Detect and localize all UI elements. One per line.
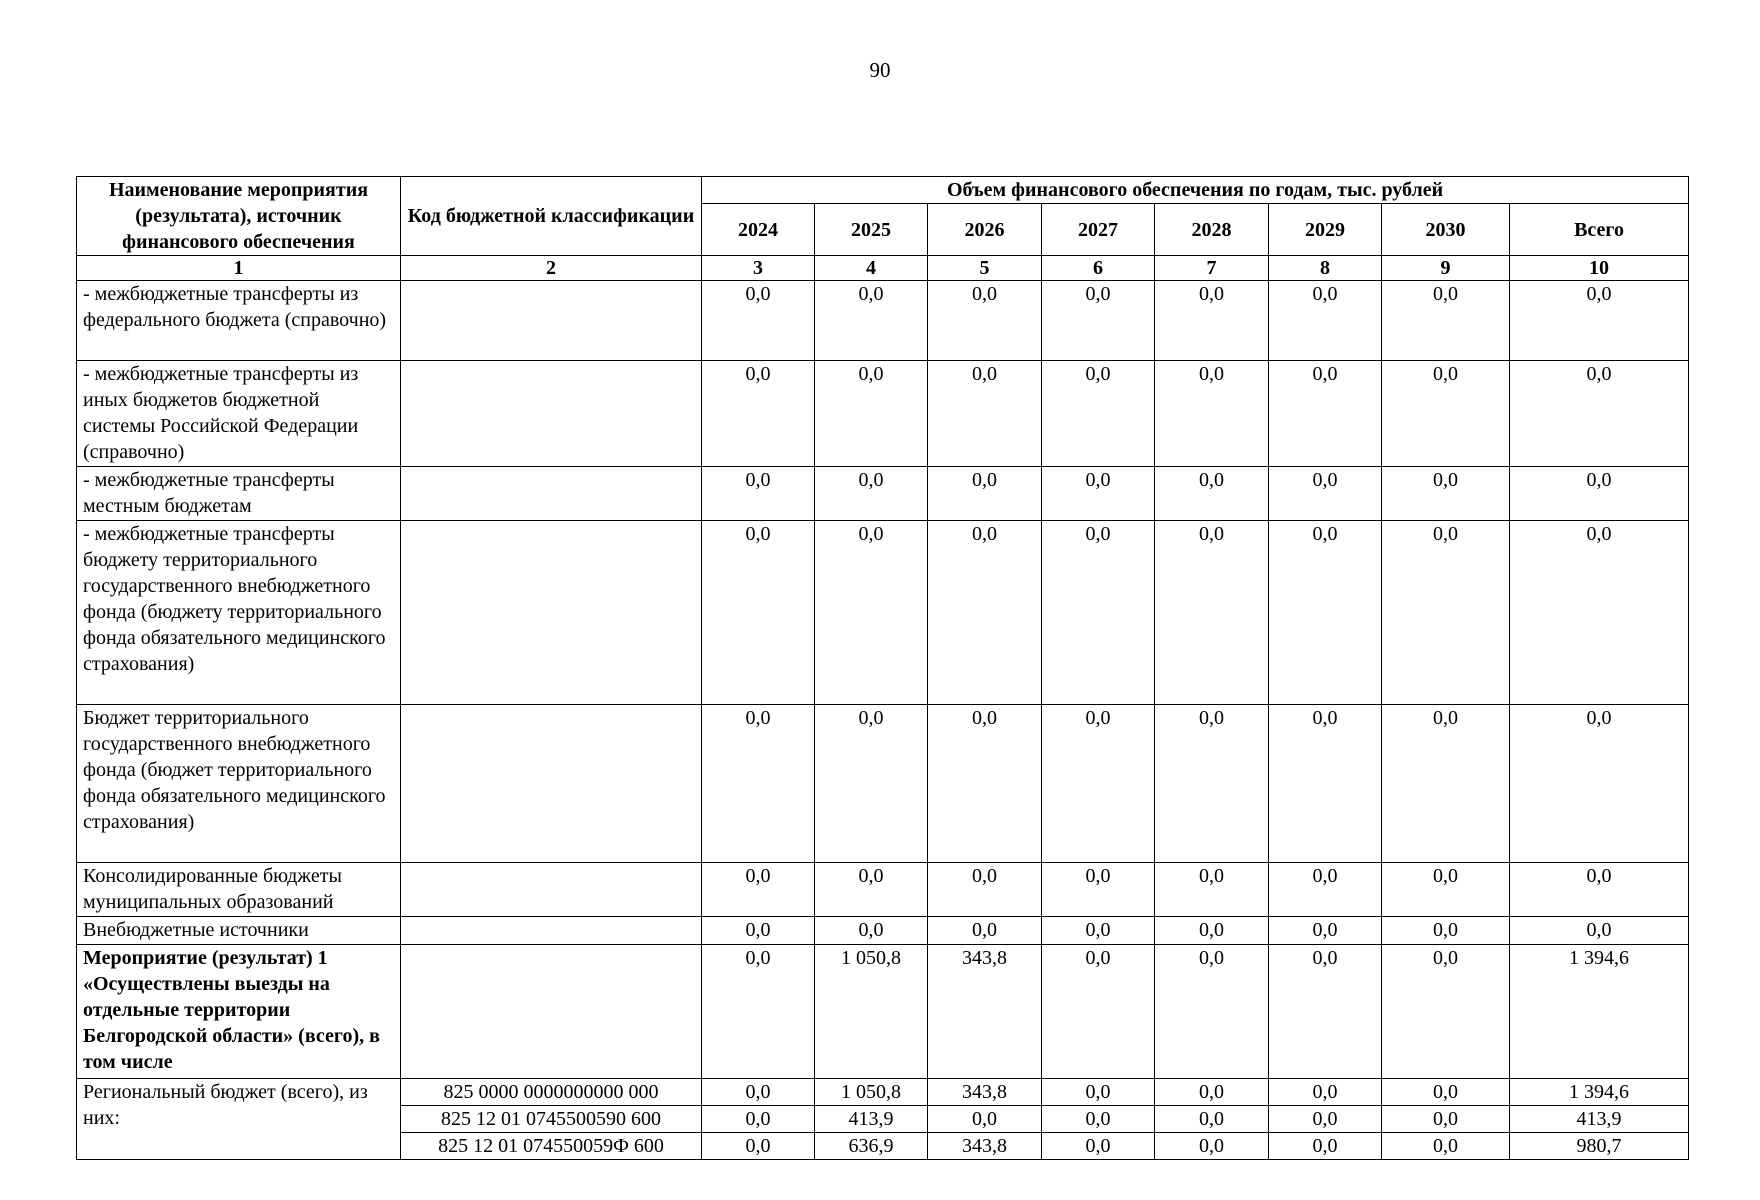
value-cell: 0,0 (1269, 945, 1382, 1079)
value-cell: 0,0 (815, 521, 928, 705)
budget-code: 825 12 01 0745500590 600 (401, 1106, 702, 1133)
column-number: 5 (928, 256, 1042, 281)
row-code (401, 467, 702, 521)
total-cell: 1 394,6 (1510, 1079, 1689, 1106)
value-cell: 0,0 (702, 361, 815, 467)
value-cell: 343,8 (928, 1133, 1042, 1160)
value-cell: 0,0 (702, 521, 815, 705)
column-number: 7 (1155, 256, 1269, 281)
value-cell: 0,0 (1155, 1079, 1269, 1106)
table-row (77, 281, 1689, 361)
value-cell: 0,0 (1382, 467, 1510, 521)
value-cell: 0,0 (1269, 1079, 1382, 1106)
value-cell: 0,0 (1042, 705, 1155, 863)
value-cell: 0,0 (1269, 467, 1382, 521)
value-cell: 0,0 (815, 705, 928, 863)
value-cell: 0,0 (1042, 521, 1155, 705)
value-cell: 413,9 (815, 1106, 928, 1133)
value-cell: 0,0 (1155, 945, 1269, 1079)
header-year: 2029 (1269, 204, 1382, 256)
value-cell: 0,0 (1155, 1133, 1269, 1160)
value-cell: 0,0 (1382, 863, 1510, 917)
column-number: 8 (1269, 256, 1382, 281)
value-cell: 0,0 (815, 361, 928, 467)
column-number: 2 (401, 256, 702, 281)
row-name: - межбюджетные трансферты бюджету территориального государственного внебюджетного фонда (бюджету территориального фонда обязательного медицинского страхования) (77, 521, 401, 705)
value-cell: 0,0 (1382, 1079, 1510, 1106)
header-funding-group: Объем финансового обеспечения по годам, тыс. рублей (702, 177, 1689, 204)
table-row (77, 863, 1689, 917)
value-cell: 0,0 (1269, 1106, 1382, 1133)
table-row (77, 945, 1689, 1079)
row-name: Консолидированные бюджеты муниципальных образований (77, 863, 401, 917)
table-row (77, 917, 1689, 945)
budget-code: 825 12 01 074550059Ф 600 (401, 1133, 702, 1160)
header-code-column: Код бюджетной классификации (401, 177, 702, 256)
row-name: - межбюджетные трансферты местным бюджетам (77, 467, 401, 521)
value-cell: 0,0 (1382, 705, 1510, 863)
value-cell: 343,8 (928, 1079, 1042, 1106)
value-cell: 0,0 (1042, 917, 1155, 945)
regional-budget-name: Региональный бюджет (всего), из них: (77, 1079, 401, 1160)
total-cell: 413,9 (1510, 1106, 1689, 1133)
value-cell: 0,0 (928, 521, 1042, 705)
value-cell: 0,0 (1042, 1079, 1155, 1106)
row-code (401, 705, 702, 863)
value-cell: 0,0 (1382, 361, 1510, 467)
table-row (77, 467, 1689, 521)
value-cell: 0,0 (1042, 361, 1155, 467)
row-code (401, 521, 702, 705)
value-cell: 0,0 (1155, 361, 1269, 467)
value-cell: 0,0 (1382, 945, 1510, 1079)
value-cell: 0,0 (702, 863, 815, 917)
header-year: 2028 (1155, 204, 1269, 256)
value-cell: 0,0 (815, 863, 928, 917)
value-cell: 0,0 (1269, 281, 1382, 361)
row-code (401, 281, 702, 361)
header-year: 2027 (1042, 204, 1155, 256)
header-year: 2030 (1382, 204, 1510, 256)
value-cell: 0,0 (1155, 863, 1269, 917)
header-year: 2024 (702, 204, 815, 256)
table-body (77, 281, 1689, 1160)
budget-code: 825 0000 0000000000 000 (401, 1079, 702, 1106)
total-cell: 1 394,6 (1510, 945, 1689, 1079)
table-row (77, 1079, 1689, 1106)
table-row (77, 705, 1689, 863)
row-name: Внебюджетные источники (77, 917, 401, 945)
table-row (77, 521, 1689, 705)
value-cell: 0,0 (1042, 1106, 1155, 1133)
value-cell: 0,0 (815, 467, 928, 521)
value-cell: 0,0 (928, 467, 1042, 521)
value-cell: 0,0 (1269, 1133, 1382, 1160)
value-cell: 0,0 (1382, 521, 1510, 705)
column-number: 6 (1042, 256, 1155, 281)
total-cell: 0,0 (1510, 863, 1689, 917)
value-cell: 0,0 (928, 705, 1042, 863)
value-cell: 0,0 (1269, 917, 1382, 945)
row-name: - межбюджетные трансферты из иных бюджетов бюджетной системы Российской Федерации (справочно) (77, 361, 401, 467)
total-cell: 0,0 (1510, 705, 1689, 863)
value-cell: 0,0 (1042, 863, 1155, 917)
activity-name: Мероприятие (результат) 1 «Осуществлены выезды на отдельные территории Белгородской области» (всего), в том числе (77, 945, 401, 1079)
table-row (77, 361, 1689, 467)
value-cell: 0,0 (1155, 521, 1269, 705)
value-cell: 0,0 (702, 1106, 815, 1133)
column-number: 9 (1382, 256, 1510, 281)
value-cell: 1 050,8 (815, 945, 928, 1079)
value-cell: 0,0 (1155, 1106, 1269, 1133)
value-cell: 0,0 (702, 705, 815, 863)
value-cell: 0,0 (702, 1133, 815, 1160)
value-cell: 0,0 (928, 863, 1042, 917)
value-cell: 0,0 (928, 361, 1042, 467)
value-cell: 0,0 (1155, 467, 1269, 521)
value-cell: 0,0 (1382, 1106, 1510, 1133)
value-cell: 0,0 (1155, 917, 1269, 945)
total-cell: 0,0 (1510, 521, 1689, 705)
value-cell: 0,0 (1382, 281, 1510, 361)
value-cell: 0,0 (1269, 705, 1382, 863)
value-cell: 0,0 (1042, 281, 1155, 361)
table-header (77, 177, 1689, 281)
value-cell: 0,0 (702, 945, 815, 1079)
value-cell: 0,0 (815, 281, 928, 361)
value-cell: 0,0 (702, 281, 815, 361)
value-cell: 0,0 (1269, 361, 1382, 467)
value-cell: 0,0 (815, 917, 928, 945)
row-code (401, 361, 702, 467)
financing-table (76, 176, 1689, 1160)
value-cell: 0,0 (702, 917, 815, 945)
total-cell: 0,0 (1510, 361, 1689, 467)
header-name-column: Наименование мероприятия (результата), источник финансового обеспечения (77, 177, 401, 256)
header-year: 2026 (928, 204, 1042, 256)
page-number: 90 (869, 58, 891, 82)
row-name: - межбюджетные трансферты из федерального бюджета (справочно) (77, 281, 401, 361)
header-total: Всего (1510, 204, 1689, 256)
value-cell: 1 050,8 (815, 1079, 928, 1106)
value-cell: 0,0 (928, 917, 1042, 945)
value-cell: 0,0 (1155, 281, 1269, 361)
value-cell: 0,0 (1042, 945, 1155, 1079)
column-number: 4 (815, 256, 928, 281)
row-code (401, 945, 702, 1079)
value-cell: 0,0 (928, 1106, 1042, 1133)
row-code (401, 917, 702, 945)
column-number: 1 (77, 256, 401, 281)
value-cell: 0,0 (702, 1079, 815, 1106)
value-cell: 0,0 (702, 467, 815, 521)
value-cell: 0,0 (1382, 1133, 1510, 1160)
total-cell: 0,0 (1510, 917, 1689, 945)
total-cell: 980,7 (1510, 1133, 1689, 1160)
column-number: 10 (1510, 256, 1689, 281)
value-cell: 0,0 (1042, 467, 1155, 521)
row-name: Бюджет территориального государственного внебюджетного фонда (бюджет территориального фонда обязательного медицинского страхования) (77, 705, 401, 863)
value-cell: 0,0 (928, 281, 1042, 361)
value-cell: 343,8 (928, 945, 1042, 1079)
value-cell: 0,0 (1155, 705, 1269, 863)
total-cell: 0,0 (1510, 281, 1689, 361)
row-code (401, 863, 702, 917)
total-cell: 0,0 (1510, 467, 1689, 521)
value-cell: 0,0 (1269, 521, 1382, 705)
header-year: 2025 (815, 204, 928, 256)
value-cell: 0,0 (1382, 917, 1510, 945)
column-number: 3 (702, 256, 815, 281)
value-cell: 0,0 (1042, 1133, 1155, 1160)
value-cell: 0,0 (1269, 863, 1382, 917)
value-cell: 636,9 (815, 1133, 928, 1160)
